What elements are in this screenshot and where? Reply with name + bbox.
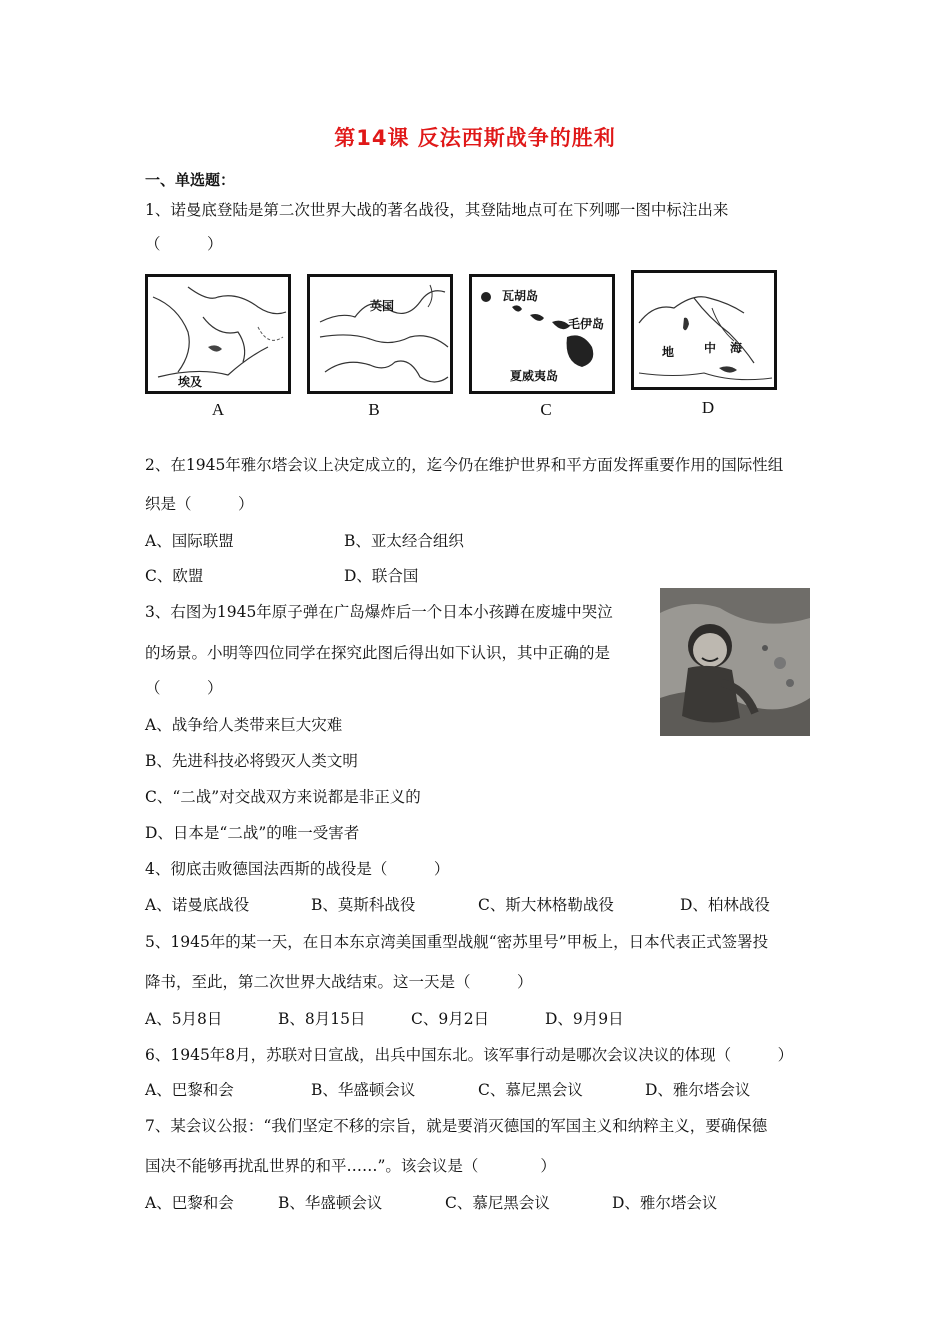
q2-text-line2: 织是（ ） <box>145 495 254 513</box>
q6-text-line1: 6、1945年8月，苏联对日宣战，出兵中国东北。该军事行动是哪次会议决议的体现（ ） <box>145 1046 794 1064</box>
q4-text-line1: 4、彻底击败德国法西斯的战役是（ ） <box>145 860 450 878</box>
q3-text-line2: 的场景。小明等四位同学在探究此图后得出如下认识，其中正确的是 <box>145 644 611 662</box>
q4-option-c: C、斯大林格勒战役 <box>478 896 614 914</box>
q7-text-line2: 国决不能够再扰乱世界的和平……”。该会议是（ ） <box>145 1157 556 1175</box>
map-c <box>469 274 615 394</box>
map-d-label-3: 海 <box>730 341 743 355</box>
q2-option-c: C、欧盟 <box>145 567 204 585</box>
q7-text-line1: 7、某会议公报：“我们坚定不移的宗旨，就是要消灭德国的军国主义和纳粹主义，要确保德 <box>145 1117 768 1135</box>
q3-option-c: C、“二战”对交战双方来说都是非正义的 <box>145 788 421 806</box>
q3-option-d: D、日本是“二战”的唯一受害者 <box>145 824 360 842</box>
map-a-label: 埃及 <box>178 375 203 389</box>
q3-option-b: B、先进科技必将毁灭人类文明 <box>145 752 358 770</box>
q7-option-a: A、巴黎和会 <box>145 1194 234 1212</box>
q7-option-b: B、华盛顿会议 <box>278 1194 383 1212</box>
q5-text-line1: 5、1945年的某一天，在日本东京湾美国重型战舰“密苏里号”甲板上，日本代表正式签署投 <box>145 933 769 951</box>
q4-option-b: B、莫斯科战役 <box>311 896 416 914</box>
q1-text-line1: 1、诺曼底登陆是第二次世界大战的著名战役，其登陆地点可在下列哪一图中标注出来 <box>145 201 729 219</box>
q6-option-c: C、慕尼黑会议 <box>478 1081 583 1099</box>
q5-option-b: B、8月15日 <box>278 1010 366 1028</box>
map-a-letter: A <box>211 400 225 419</box>
q3-text-line1: 3、右图为1945年原子弹在广岛爆炸后一个日本小孩蹲在废墟中哭泣 <box>145 603 613 621</box>
q3-text-line3: （ ） <box>145 679 223 697</box>
q5-text-line2: 降书，至此，第二次世界大战结束。这一天是（ ） <box>145 973 533 991</box>
map-c-label-hawaii: 夏威夷岛 <box>510 369 559 383</box>
q4-option-a: A、诺曼底战役 <box>145 896 250 914</box>
q5-option-a: A、5月8日 <box>145 1010 223 1028</box>
map-b-letter: B <box>368 400 380 419</box>
map-b <box>307 274 453 394</box>
q1-maps-figure <box>145 270 785 420</box>
q7-option-d: D、雅尔塔会议 <box>612 1194 718 1212</box>
page-title: 第14课 反法西斯战争的胜利 <box>334 126 616 150</box>
photo-drawing <box>660 588 810 736</box>
q1-text-line2: （ ） <box>145 235 223 253</box>
q6-option-b: B、华盛顿会议 <box>311 1081 416 1099</box>
q3-option-a: A、战争给人类带来巨大灾难 <box>145 716 343 734</box>
map-a-drawing <box>148 277 288 391</box>
map-b-drawing <box>310 277 450 391</box>
q4-option-d: D、柏林战役 <box>680 896 770 914</box>
map-d-letter: D <box>701 398 715 417</box>
map-c-letter: C <box>540 400 552 419</box>
map-d-label-2: 中 <box>704 341 717 355</box>
q2-option-b: B、亚太经合组织 <box>344 532 464 550</box>
map-d-label-1: 地 <box>662 345 675 359</box>
q6-option-d: D、雅尔塔会议 <box>645 1081 751 1099</box>
map-a <box>145 274 291 394</box>
q2-option-a: A、国际联盟 <box>145 532 234 550</box>
map-c-label-maui: 毛伊岛 <box>568 317 605 331</box>
hiroshima-child-photo <box>660 588 810 736</box>
map-b-label: 英国 <box>370 299 395 313</box>
q2-text-line1: 2、在1945年雅尔塔会议上决定成立的，迄今仍在维护世界和平方面发挥重要作用的国际性组 <box>145 456 784 474</box>
map-d <box>631 270 777 390</box>
map-d-drawing <box>634 273 774 387</box>
section-heading: 一、单选题： <box>145 171 236 189</box>
q2-option-d: D、联合国 <box>344 567 419 585</box>
q5-option-c: C、9月2日 <box>411 1010 490 1028</box>
q7-option-c: C、慕尼黑会议 <box>445 1194 550 1212</box>
q5-option-d: D、9月9日 <box>545 1010 624 1028</box>
q6-option-a: A、巴黎和会 <box>145 1081 234 1099</box>
map-c-label-oahu: 瓦胡岛 <box>502 289 539 303</box>
